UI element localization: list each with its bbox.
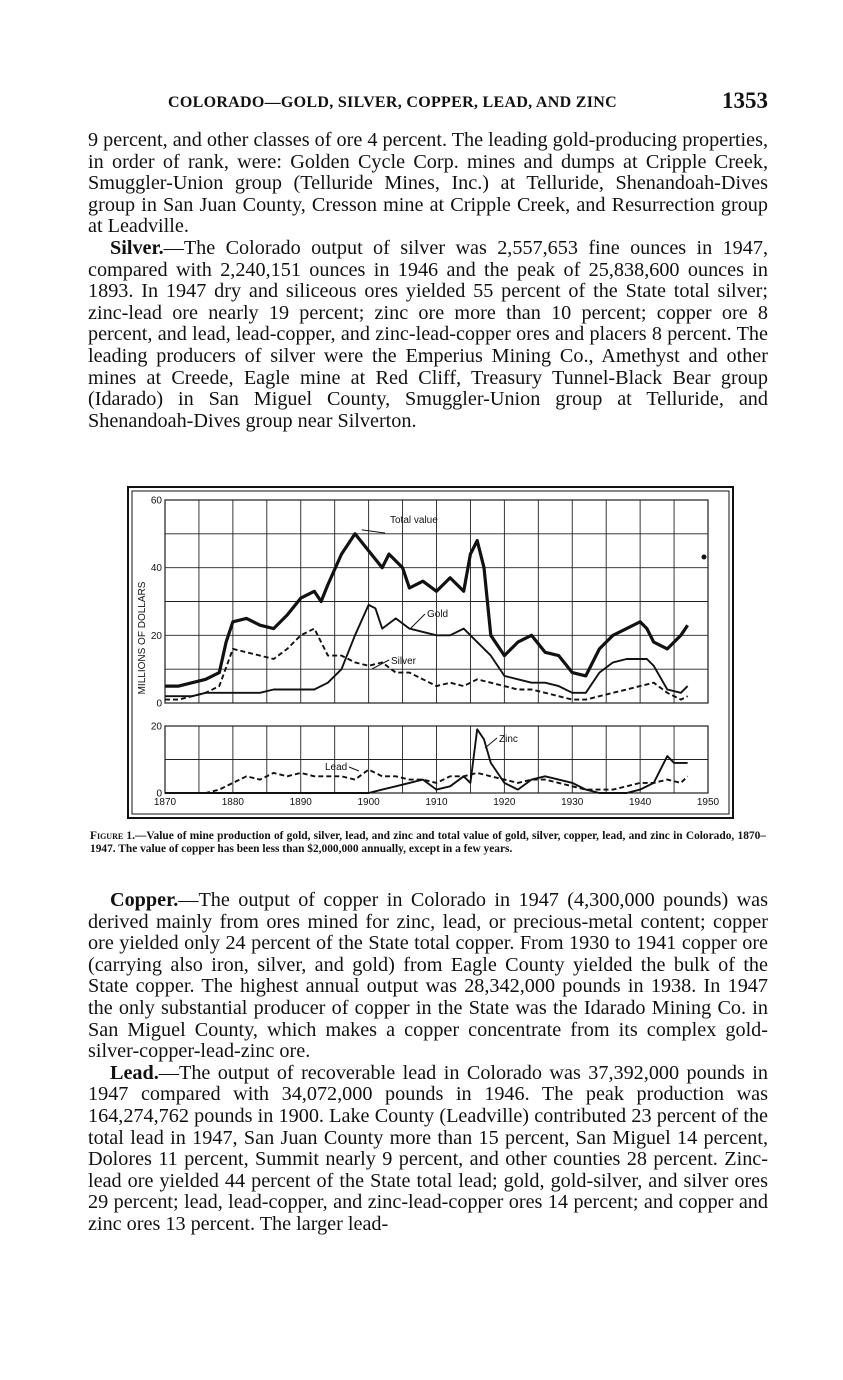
x-tick-label: 1940	[629, 797, 652, 808]
running-title: COLORADO—GOLD, SILVER, COPPER, LEAD, AND ZINC	[168, 94, 617, 111]
paragraph-gold-continued: 9 percent, and other classes of ore 4 percent. The leading gold-producing properties, in order of rank, were: Golden Cycle Corp. mines and dumps at Cripple Creek, Smuggler-Union group (Telluride Mines, Inc.) at Telluride, Shenandoah-Dives group in San Juan County, Cresson mine at Cripple Creek, and Resurrection group at Leadville.	[88, 129, 768, 238]
caption-label: Figure 1.	[90, 830, 135, 842]
body-text-bottom	[88, 890, 768, 1236]
x-tick-label: 1910	[425, 797, 448, 808]
series-label-silver: Silver	[391, 656, 417, 667]
x-tick-label: 1880	[221, 797, 244, 808]
section-lead-silver: Silver.	[110, 236, 164, 259]
upper-y-tick-label: 60	[150, 495, 162, 507]
lower-y-tick-label: 20	[150, 721, 162, 733]
paragraph-lead	[88, 1063, 768, 1236]
x-tick-label: 1900	[357, 797, 380, 808]
paragraph-silver-text: —The Colorado output of silver was 2,557,653 fine ounces in 1947, compared with 2,240,151 ounces in 1946 and the peak of 25,838,600 ounces in 1893. In 1947 dry and siliceous ores yielded 55 percent of the State total silver; zinc-lead ore nearly 19 percent; zinc ore more than 10 percent; copper ore 8 percent, and lead, lead-copper, and zinc-lead-copper ores and placers 8 percent. The leading producers of silver were the Emperius Mining Co., Amethyst and other mines at Creede, Eagle mine at Red Cliff, Treasury Tunnel-Black Bear group (Idarado) in San Miguel County, Smuggler-Union group at Telluride, and Shenandoah-Dives group near Silverton.	[88, 236, 768, 432]
upper-y-tick-label: 40	[150, 563, 162, 575]
x-tick-label: 1950	[696, 797, 720, 808]
leader-line	[349, 767, 359, 771]
caption-text: —Value of mine production of gold, silver, lead, and zinc and total value of gold, silver, copper, lead, and zinc in Colorado, 1870–1947. The value of copper has been less than $2,000,000 annually, except in a few years.	[90, 830, 766, 855]
upper-panel	[151, 496, 708, 710]
body-text-top	[88, 130, 768, 432]
x-tick-label: 1890	[289, 797, 312, 808]
upper-y-tick-label: 0	[156, 698, 162, 710]
figure-outer-frame	[128, 487, 733, 818]
series-label-lead: Lead	[325, 762, 348, 773]
paragraph-copper	[88, 890, 768, 1063]
leader-line	[410, 614, 425, 629]
series-label-gold: Gold	[427, 609, 449, 620]
x-tick-label: 1930	[561, 797, 584, 808]
y-axis-label: MILLIONS OF DOLLARS	[137, 581, 148, 695]
stray-dot	[702, 555, 707, 560]
leader-line	[485, 738, 497, 748]
paragraph-lead-text: —The output of recoverable lead in Colorado was 37,392,000 pounds in 1947 compared with 34,072,000 pounds in 1946. The peak production was 164,274,762 pounds in 1900. Lake County (Leadville) contributed 23 percent of the total lead in 1947, San Juan County more than 15 percent, San Miguel 14 percent, Dolores 11 percent, Summit nearly 9 percent, and other counties 28 percent. Zinc-lead ore yielded 44 percent of the State total lead; gold, gold-silver, and silver ores 29 percent; lead, lead-copper, and zinc-lead-copper ores 14 percent; and copper and zinc ores 13 percent. The larger lead-	[88, 1061, 768, 1235]
page-number: 1353	[722, 88, 768, 113]
series-label-zinc: Zinc	[499, 734, 518, 745]
figure-chart	[127, 486, 734, 819]
chart-svg	[127, 486, 734, 819]
series-line-zinc	[165, 729, 688, 793]
page-header	[88, 90, 768, 118]
paragraph-silver	[88, 238, 768, 432]
lower-y-tick-label: 0	[156, 788, 162, 800]
x-tick-label: 1870	[153, 797, 177, 808]
upper-y-tick-label: 20	[150, 630, 162, 642]
figure-inner-frame	[132, 491, 729, 814]
section-lead-copper: Copper.	[110, 889, 179, 911]
section-lead-lead: Lead.	[110, 1061, 159, 1084]
x-tick-label: 1920	[493, 797, 516, 808]
paragraph-copper-text: —The output of copper in Colorado in 1947 (4,300,000 pounds) was derived mainly from ores mined for zinc, lead, or precious-metal content; copper ore yielded only 24 percent of the State total copper. From 1930 to 1941 copper ore (carrying also iron, silver, and gold) from Eagle County yielded the bulk of the State copper. The highest annual output was 28,342,000 pounds in 1938. In 1947 the only substantial producer of copper in the State was the Idarado Mining Co. in San Miguel County, which makes a copper concentrate from its complex gold-silver-copper-lead-zinc ore.	[88, 889, 768, 1063]
lower-panel	[151, 722, 720, 809]
leader-line	[362, 530, 385, 533]
series-label-total-value: Total value	[390, 515, 438, 526]
figure-caption	[90, 830, 766, 855]
series-line-lead	[165, 770, 688, 793]
